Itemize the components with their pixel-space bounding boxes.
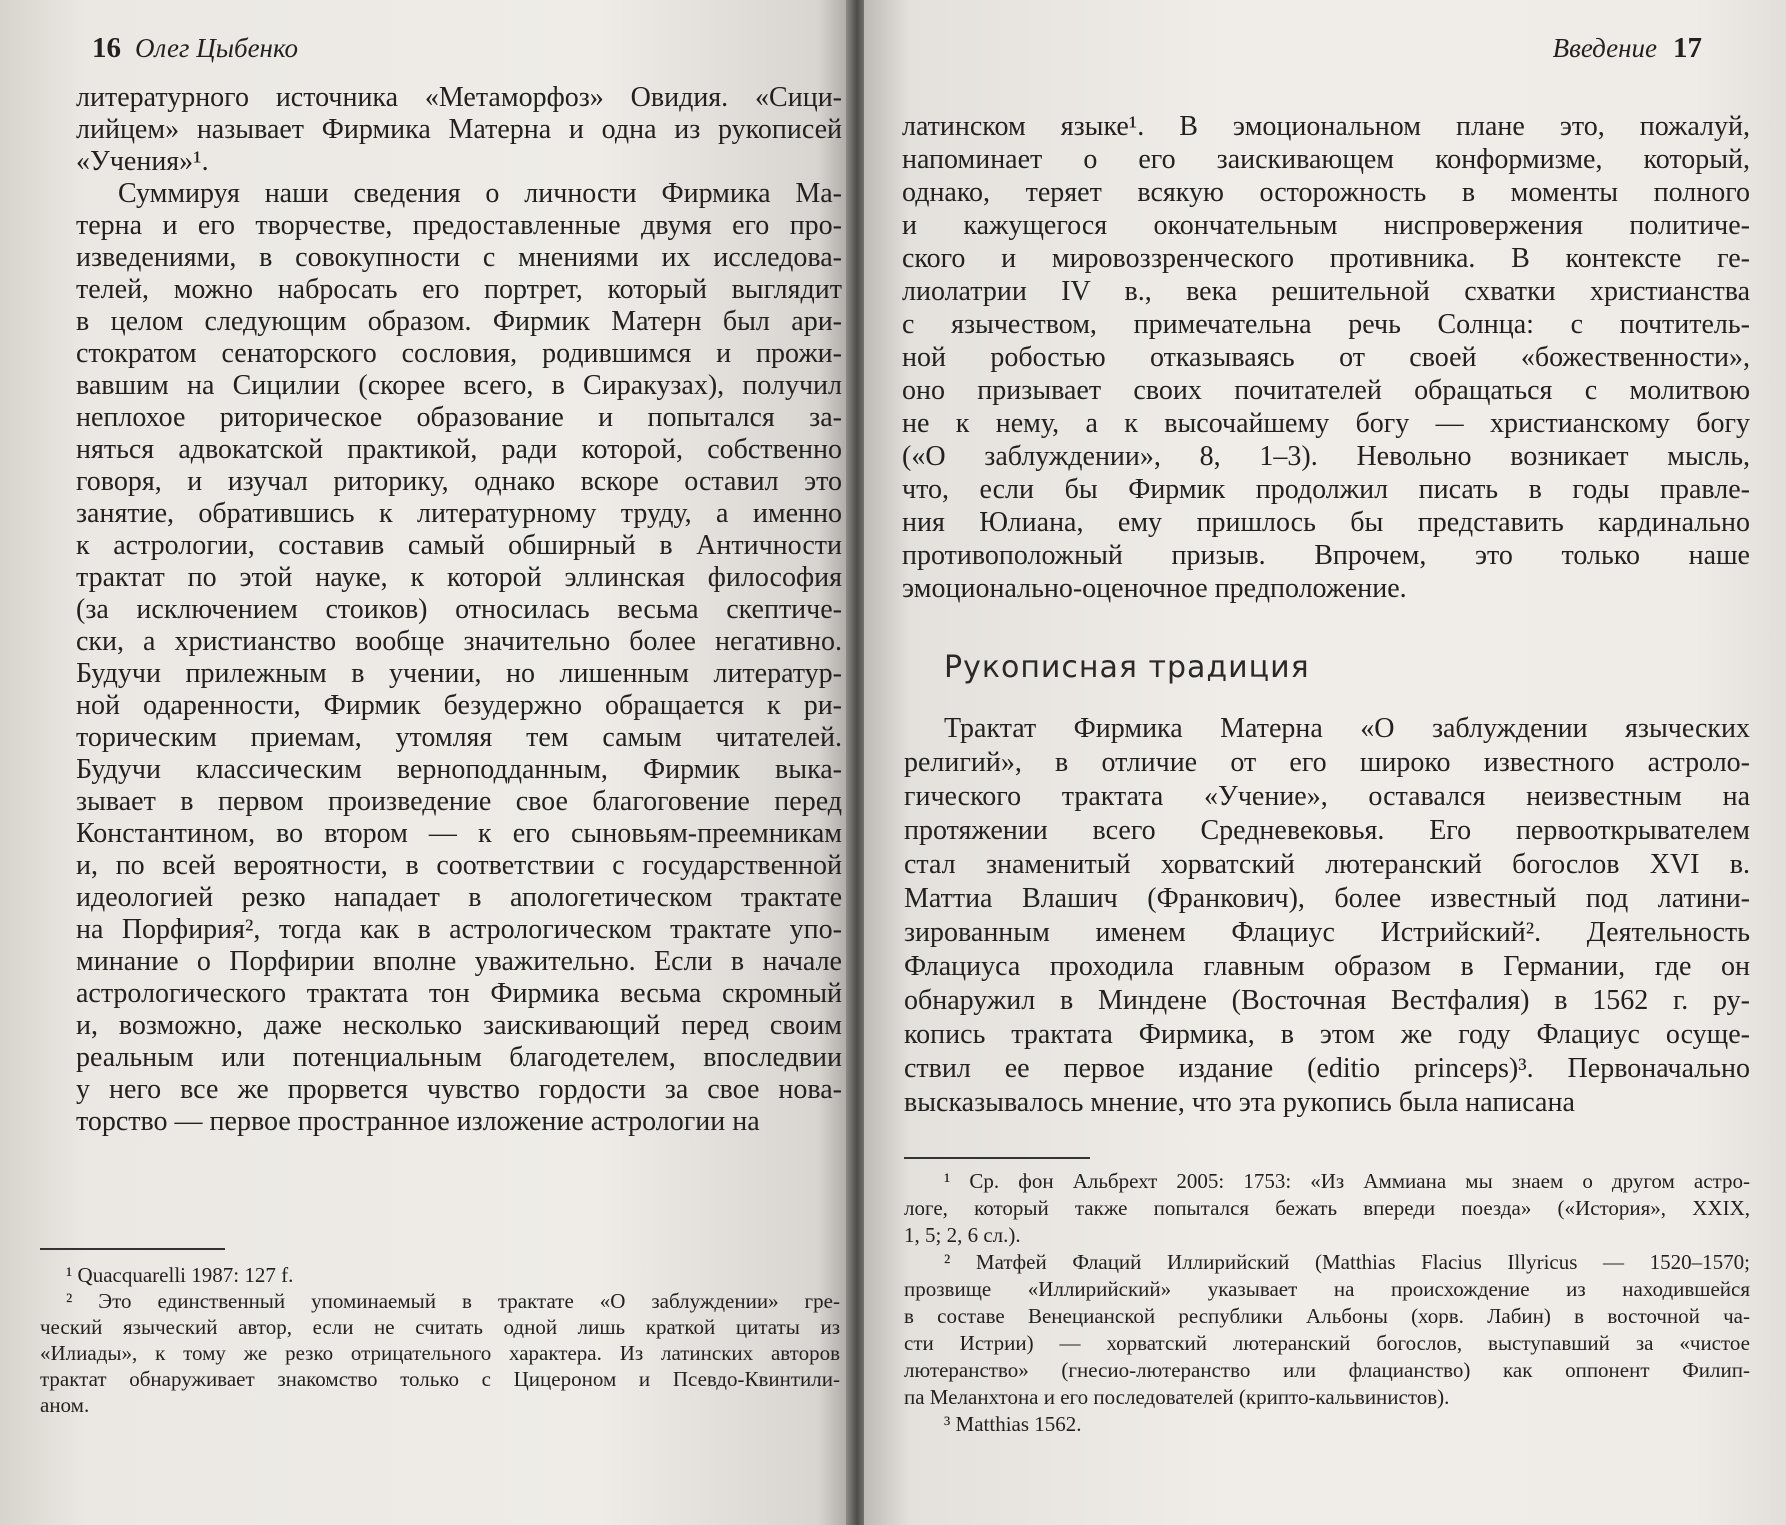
footnote-line: ² Матфей Флаций Иллирийский (Matthias Flacius Illyricus — 1520–1570; [944, 1250, 1750, 1274]
footnote-line: прозвище «Иллирийский» указывает на происхождение из находившейся [904, 1277, 1750, 1301]
body-line: стал знаменитый хорватский лютеранский богослов XVI в. [904, 849, 1750, 880]
body-line: Константином, во втором — к его сыновьям-преемникам [76, 818, 842, 849]
body-line: терна и его творчестве, предоставленные двумя его про- [76, 210, 842, 241]
body-line: трактат по этой науке, к которой эллинская философия [76, 562, 842, 593]
body-line: идеологией резко нападает в апологетическом трактате [76, 882, 842, 913]
footnote-line: ³ Matthias 1562. [944, 1412, 1082, 1436]
footnote-line: ческий языческий автор, если не считать одной лишь краткой цитаты из [40, 1315, 840, 1339]
footnote-line: ² Это единственный упоминаемый в трактате «О заблуждении» гре- [66, 1289, 840, 1313]
left-running-title: Олег Цыбенко [135, 33, 299, 63]
body-line: к астрологии, составив самый обширный в Античности [76, 530, 842, 561]
footnote-line: 1, 5; 2, 6 сл.). [904, 1223, 1021, 1247]
body-line: религий», в отличие от его широко известного астроло- [904, 747, 1750, 778]
section-heading: Рукописная традиция [944, 650, 1310, 685]
right-running-title: Введение [1552, 33, 1657, 63]
body-line: занятие, обратившись к литературному труду, а именно [76, 498, 842, 529]
body-line: ной робостью отказываясь от своей «божественности», [902, 342, 1750, 373]
body-line: стократом сенаторского сословия, родившимся и прожи- [76, 338, 842, 369]
body-line: литературного источника «Метаморфоз» Овидия. «Сици- [76, 82, 842, 113]
body-line: Маттиа Влашич (Франкович), более известный под латини- [904, 883, 1750, 914]
body-line: однако, теряет всякую осторожность в моменты полного [902, 177, 1750, 208]
body-line: эмоционально-оценочное предположение. [902, 573, 1407, 604]
body-line: ния Юлиана, ему пришлось бы представить кардинально [902, 507, 1750, 538]
right-page-number: 17 [1673, 32, 1702, 64]
body-line: «Учения»¹. [76, 146, 209, 177]
body-line: и, возможно, даже несколько заискивающий перед своим [76, 1010, 842, 1041]
body-line: говоря, и изучал риторику, однако вскоре оставил это [76, 466, 842, 497]
footnote-line: сти Истрии) — хорватский лютеранский богослов, выступавший за «чистое [904, 1331, 1750, 1355]
body-line: копись трактата Фирмика, в этом же году Флациус осуще- [904, 1019, 1750, 1050]
footnote-line: трактат обнаруживает знакомство только с Цицероном и Псевдо-Квинтили- [40, 1367, 840, 1391]
body-line: няться адвокатской практикой, ради которой, собственно [76, 434, 842, 465]
body-line: реальным или потенциальным благодетелем, впоследвии [76, 1042, 842, 1073]
body-line: минание о Порфирии вполне уважительно. Если в начале [76, 946, 842, 977]
body-line: астрологического трактата тон Фирмика весьма скромный [76, 978, 842, 1009]
body-line: вавшим на Сицилии (скорее всего, в Сиракузах), получил [76, 370, 842, 401]
body-line: торство — первое пространное изложение астрологии на [76, 1106, 760, 1137]
footnote-line: па Меланхтона и его последователей (крипто-кальвинистов). [904, 1385, 1450, 1409]
body-line: у него все же прорвется чувство гордости за свое нова- [76, 1074, 842, 1105]
body-line: зывает в первом произведение свое благоговение перед [76, 786, 842, 817]
body-line: Будучи прилежным в учении, но лишенным литератур- [76, 658, 842, 689]
body-line: оно призывает своих почитателей обращаться с молитвою [902, 375, 1750, 406]
body-line: неплохое риторическое образование и попытался за- [76, 402, 842, 433]
body-line: ского и мировоззренческого противника. В контексте ге- [902, 243, 1750, 274]
body-line: напоминает о его заискивающем конформизме, который, [902, 144, 1750, 175]
body-line: и кажущегося окончательным ниспровержения политиче- [902, 210, 1750, 241]
left-page-number: 16 [92, 32, 121, 64]
body-line: Флациуса проходила главным образом в Германии, где он [904, 951, 1750, 982]
body-line: гического трактата «Учение», оставался неизвестным на [904, 781, 1750, 812]
body-line: протяжении всего Средневековья. Его первооткрывателем [904, 815, 1750, 846]
body-line: что, если бы Фирмик продолжил писать в годы правле- [902, 474, 1750, 505]
footnote-line: ¹ Quacquarelli 1987: 127 f. [66, 1263, 294, 1287]
left-footnote-rule [40, 1248, 225, 1250]
body-line: («О заблуждении», 8, 1–3). Невольно возникает мысль, [902, 441, 1750, 472]
body-line: лиолатрии IV в., века решительной схватки христианства [902, 276, 1750, 307]
body-line: Трактат Фирмика Матерна «О заблуждении языческих [944, 713, 1750, 744]
footnote-line: ¹ Ср. фон Альбрехт 2005: 1753: «Из Аммиана мы знаем о другом астро- [944, 1169, 1750, 1193]
body-line: Будучи классическим верноподданным, Фирмик выка- [76, 754, 842, 785]
body-line: ной одаренности, Фирмик безудержно обращается к ри- [76, 690, 842, 721]
body-line: ски, а христианство вообще значительно более негативно. [76, 626, 842, 657]
footnote-line: лютеранство» (гнесио-лютеранство или флацианство) как оппонент Филип- [904, 1358, 1750, 1382]
body-line: телей, можно набросать его портрет, который выглядит [76, 274, 842, 305]
body-line: (за исключением стоиков) относилась весьма скептиче- [76, 594, 842, 625]
body-line: латинском языке¹. В эмоциональном плане это, пожалуй, [902, 111, 1750, 142]
footnote-line: в составе Венецианской республики Альбоны (хорв. Лабин) в восточной ча- [904, 1304, 1750, 1328]
body-line: высказывалось мнение, что эта рукопись была написана [904, 1087, 1575, 1118]
left-page [0, 0, 852, 1525]
right-footnote-rule [904, 1157, 1090, 1159]
right-page-header [1553, 32, 1702, 65]
footnote-line: аном. [40, 1393, 90, 1417]
left-page-header [92, 32, 298, 65]
right-page [864, 0, 1786, 1525]
body-line: противоположный призыв. Впрочем, это только наше [902, 540, 1750, 571]
body-line: с язычеством, примечательна речь Солнца: с почтитель- [902, 309, 1750, 340]
body-line: изведениями, в совокупности с мнениями их исследова- [76, 242, 842, 273]
body-line: лийцем» называет Фирмика Матерна и одна из рукописей [76, 114, 842, 145]
body-line: и, по всей вероятности, в соответствии с государственной [76, 850, 842, 881]
footnote-line: логе, который также попытался бежать впереди поезда» («История», XXIX, [904, 1196, 1750, 1220]
body-line: не к нему, а к высочайшему богу — христианскому богу [902, 408, 1750, 439]
body-line: Суммируя наши сведения о личности Фирмика Ма- [118, 178, 842, 209]
body-line: зированным именем Флациус Истрийский². Деятельность [904, 917, 1750, 948]
body-line: ствил ее первое издание (editio princeps)³. Первоначально [904, 1053, 1750, 1084]
body-line: в целом следующим образом. Фирмик Матерн был ари- [76, 306, 842, 337]
body-line: торическим приемам, утомляя тем самым читателей. [76, 722, 842, 753]
body-line: обнаружил в Миндене (Восточная Вестфалия) в 1562 г. ру- [904, 985, 1750, 1016]
body-line: на Порфирия², тогда как в астрологическом трактате упо- [76, 914, 842, 945]
footnote-line: «Илиады», к тому же резко отрицательного характера. Из латинских авторов [40, 1341, 840, 1365]
